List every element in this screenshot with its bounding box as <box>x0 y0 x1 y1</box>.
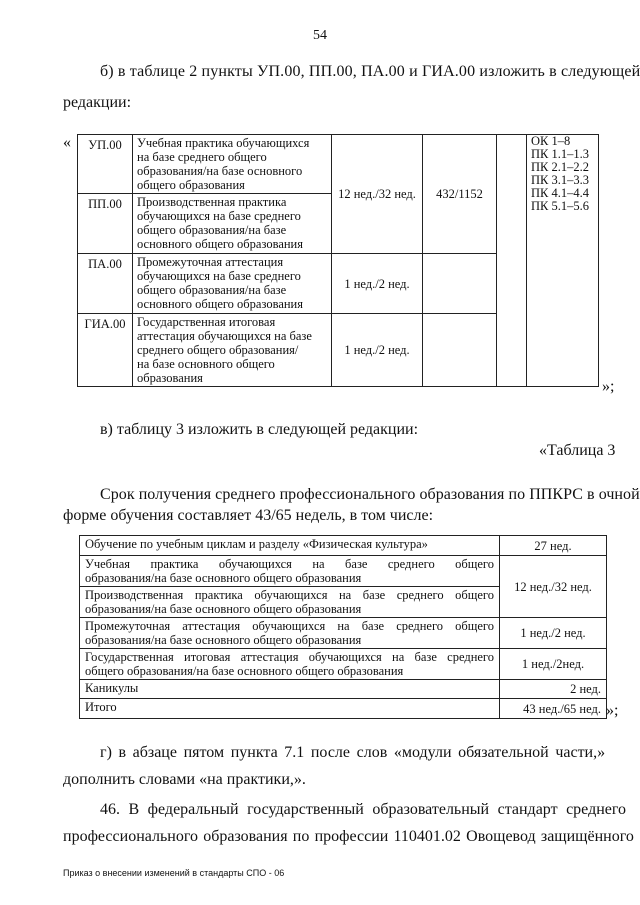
t3-r4-value: 1 нед./2 нед. <box>500 618 607 649</box>
table-3-caption: «Таблица 3 <box>539 442 616 459</box>
practice-weeks: 12 нед./32 нед. <box>332 135 423 254</box>
close-quote-1: »; <box>602 378 615 395</box>
row-desc-up: Учебная практика обучающихся на базе среднего общего образования/на базе основного общего образования <box>133 135 332 194</box>
t3-r3-text: Производственная практика обучающихся на базе среднего общего образования/на базе основного общего образования <box>80 587 500 618</box>
row-desc-gia: Государственная итоговая аттестация обучающихся на базе среднего общего образования/ на базе основного общего образования <box>133 314 332 387</box>
srok-line1: Срок получения среднего профессионального образования по ППКРС в очной <box>100 486 640 503</box>
paragraph-b-line1: б) в таблице 2 пункты УП.00, ПП.00, ПА.00 и ГИА.00 изложить в следующей <box>100 63 640 80</box>
pa-weeks: 1 нед./2 нед. <box>332 254 423 314</box>
paragraph-b-line2: редакции: <box>63 94 132 111</box>
empty-cell <box>497 135 527 387</box>
footer: Приказ о внесении изменений в стандарты СПО - 06 <box>63 868 285 878</box>
empty-cell <box>423 314 497 387</box>
t3-r2-text: Учебная практика обучающихся на базе среднего общего образования/на базе основного общего образования <box>80 556 500 587</box>
open-quote-1: « <box>63 134 71 151</box>
table-row <box>80 536 607 556</box>
table-row <box>80 618 607 649</box>
paragraph-v: в) таблицу 3 изложить в следующей редакции: <box>100 421 419 438</box>
t3-r7-text: Итого <box>80 699 500 719</box>
table-row <box>78 135 599 194</box>
t3-r6-text: Каникулы <box>80 680 500 699</box>
t3-r5-text: Государственная итоговая аттестация обучающихся на базе среднего общего образования/на базе основного общего образования <box>80 649 500 680</box>
competencies: ОК 1–8 ПК 1.1–1.3 ПК 2.1–2.2 ПК 3.1–3.3 ПК 4.1–4.4 ПК 5.1–5.6 <box>527 135 599 387</box>
paragraph-g-line1: г) в абзаце пятом пункта 7.1 после слов «модули обязательной части,» <box>100 744 606 761</box>
paragraph-46-line1: 46. В федеральный государственный образовательный стандарт среднего <box>100 801 627 818</box>
t3-r1-text: Обучение по учебным циклам и разделу «Физическая культура» <box>80 536 500 556</box>
row-code-gia: ГИА.00 <box>78 314 133 387</box>
page-number: 54 <box>313 28 327 43</box>
table-3 <box>79 535 607 719</box>
row-desc-pa: Промежуточная аттестация обучающихся на базе среднего общего образования/на базе основного общего образования <box>133 254 332 314</box>
row-code-up: УП.00 <box>78 135 133 194</box>
t3-r23-value: 12 нед./32 нед. <box>500 556 607 618</box>
practice-hours: 432/1152 <box>423 135 497 254</box>
empty-cell <box>423 254 497 314</box>
t3-r7-value: 43 нед./65 нед. <box>500 699 607 719</box>
t3-r6-value: 2 нед. <box>500 680 607 699</box>
table-row <box>80 680 607 699</box>
t3-r4-text: Промежуточная аттестация обучающихся на базе среднего общего образования/на базе основного общего образования <box>80 618 500 649</box>
t3-r1-value: 27 нед. <box>500 536 607 556</box>
gia-weeks: 1 нед./2 нед. <box>332 314 423 387</box>
table-row <box>80 649 607 680</box>
table-row <box>80 699 607 719</box>
paragraph-g-line2: дополнить словами «на практики,». <box>63 771 306 788</box>
row-code-pp: ПП.00 <box>78 194 133 254</box>
row-desc-pp: Производственная практика обучающихся на базе среднего общего образования/на базе основного общего образования <box>133 194 332 254</box>
table-2-excerpt <box>77 134 599 387</box>
close-quote-2: »; <box>606 702 619 719</box>
srok-line2: форме обучения составляет 43/65 недель, в том числе: <box>63 507 434 524</box>
table-row <box>80 556 607 587</box>
paragraph-46-line2: профессионального образования по профессии 110401.02 Овощевод защищённого <box>63 828 634 845</box>
row-code-pa: ПА.00 <box>78 254 133 314</box>
t3-r5-value: 1 нед./2нед. <box>500 649 607 680</box>
